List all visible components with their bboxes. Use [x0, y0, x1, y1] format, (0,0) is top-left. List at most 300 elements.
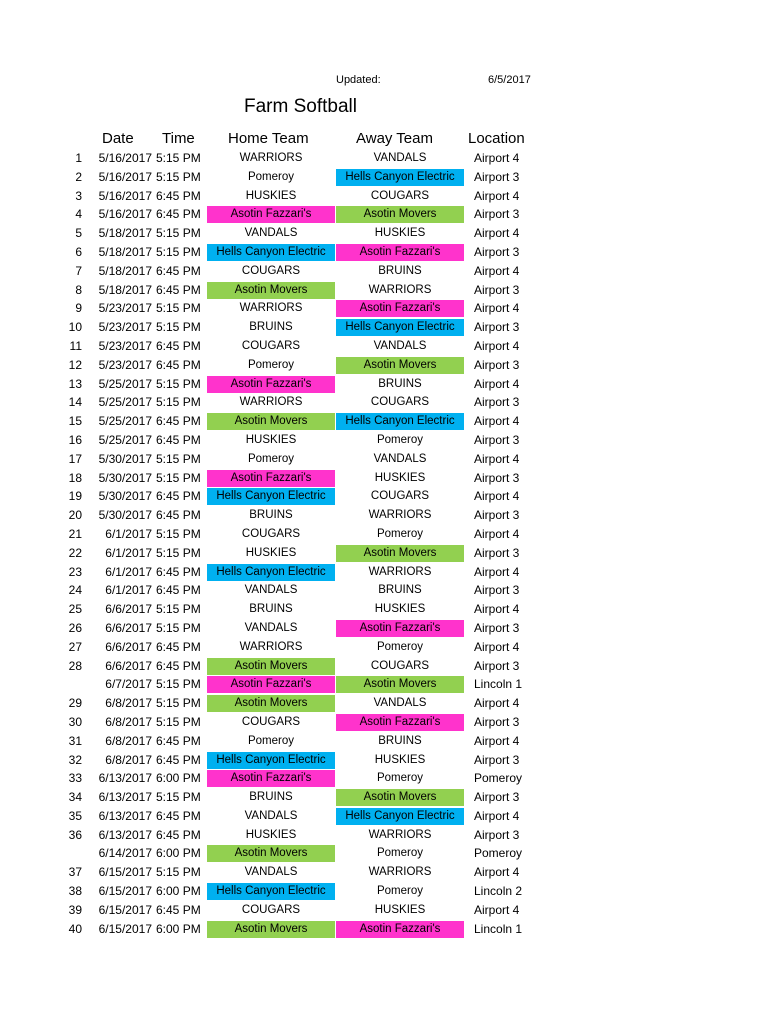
- away-team: HUSKIES: [374, 603, 426, 616]
- away-team: Asotin Movers: [336, 676, 464, 693]
- game-location: Airport 4: [474, 263, 520, 278]
- game-date: 6/13/2017: [98, 771, 152, 786]
- game-time: 5:15 PM: [156, 320, 201, 335]
- game-time: 6:00 PM: [156, 884, 201, 899]
- home-team: BRUINS: [249, 603, 293, 616]
- game-date: 6/6/2017: [105, 602, 152, 617]
- game-number: 36: [68, 827, 82, 842]
- game-number: 2: [75, 169, 82, 184]
- game-time: 5:15 PM: [156, 244, 201, 259]
- game-date: 6/1/2017: [105, 545, 152, 560]
- table-row: [0, 769, 768, 788]
- game-location: Airport 3: [474, 714, 520, 729]
- away-team: WARRIORS: [368, 828, 432, 841]
- game-time: 6:45 PM: [156, 489, 201, 504]
- game-date: 5/23/2017: [98, 320, 152, 335]
- game-date: 6/6/2017: [105, 620, 152, 635]
- table-row: [0, 168, 768, 187]
- home-team: Pomeroy: [247, 734, 295, 747]
- table-row: [0, 243, 768, 262]
- away-team: Hells Canyon Electric: [336, 413, 464, 430]
- game-number: 9: [75, 301, 82, 316]
- game-time: 6:45 PM: [156, 583, 201, 598]
- game-time: 6:45 PM: [156, 263, 201, 278]
- home-team: COUGARS: [241, 715, 301, 728]
- game-location: Airport 4: [474, 301, 520, 316]
- game-time: 5:15 PM: [156, 696, 201, 711]
- game-location: Airport 3: [474, 282, 520, 297]
- game-number: 18: [68, 470, 82, 485]
- game-time: 5:15 PM: [156, 470, 201, 485]
- home-team: COUGARS: [241, 339, 301, 352]
- game-number: 10: [68, 320, 82, 335]
- table-row: [0, 205, 768, 224]
- game-number: 39: [68, 902, 82, 917]
- game-date: 5/16/2017: [98, 188, 152, 203]
- home-team: Pomeroy: [247, 358, 295, 371]
- game-date: 5/30/2017: [98, 508, 152, 523]
- game-date: 6/8/2017: [105, 696, 152, 711]
- table-row: [0, 393, 768, 412]
- away-team: Asotin Movers: [336, 789, 464, 806]
- game-number: 26: [68, 620, 82, 635]
- game-date: 6/6/2017: [105, 658, 152, 673]
- away-team: HUSKIES: [374, 753, 426, 766]
- away-team: Hells Canyon Electric: [336, 319, 464, 336]
- table-row: [0, 675, 768, 694]
- game-location: Airport 3: [474, 583, 520, 598]
- game-date: 5/18/2017: [98, 282, 152, 297]
- home-team: Asotin Movers: [207, 845, 335, 862]
- game-location: Airport 4: [474, 226, 520, 241]
- game-number: 21: [68, 526, 82, 541]
- home-team: VANDALS: [244, 809, 298, 822]
- game-time: 6:00 PM: [156, 846, 201, 861]
- away-team: BRUINS: [378, 377, 422, 390]
- away-team: Hells Canyon Electric: [336, 808, 464, 825]
- home-team: Hells Canyon Electric: [207, 244, 335, 261]
- game-location: Airport 3: [474, 320, 520, 335]
- game-location: Airport 3: [474, 620, 520, 635]
- game-number: 37: [68, 865, 82, 880]
- game-location: Lincoln 1: [474, 677, 523, 692]
- game-time: 6:45 PM: [156, 902, 201, 917]
- table-row: [0, 149, 768, 168]
- game-number: 38: [68, 884, 82, 899]
- game-time: 6:45 PM: [156, 338, 201, 353]
- game-date: 6/6/2017: [105, 639, 152, 654]
- home-team: VANDALS: [244, 227, 298, 240]
- table-row: [0, 882, 768, 901]
- table-row: [0, 506, 768, 525]
- game-time: 5:15 PM: [156, 526, 201, 541]
- away-team: HUSKIES: [374, 471, 426, 484]
- game-time: 5:15 PM: [156, 790, 201, 805]
- game-date: 5/25/2017: [98, 395, 152, 410]
- game-date: 5/25/2017: [98, 376, 152, 391]
- game-time: 6:00 PM: [156, 921, 201, 936]
- away-team: BRUINS: [378, 734, 422, 747]
- table-row: [0, 788, 768, 807]
- home-team: WARRIORS: [239, 302, 303, 315]
- table-row: [0, 581, 768, 600]
- away-team: Asotin Movers: [336, 357, 464, 374]
- home-team: Asotin Movers: [207, 695, 335, 712]
- game-time: 5:15 PM: [156, 169, 201, 184]
- game-location: Airport 4: [474, 151, 520, 165]
- game-number: 4: [75, 207, 82, 222]
- away-team: WARRIORS: [368, 866, 432, 879]
- table-row: [0, 318, 768, 337]
- away-team: Pomeroy: [376, 885, 424, 898]
- game-date: 6/1/2017: [105, 583, 152, 598]
- away-team: Pomeroy: [376, 433, 424, 446]
- game-location: Airport 4: [474, 808, 520, 823]
- game-date: 5/23/2017: [98, 301, 152, 316]
- table-row: [0, 619, 768, 638]
- away-team: COUGARS: [370, 396, 430, 409]
- game-time: 6:45 PM: [156, 564, 201, 579]
- game-date: 6/13/2017: [98, 790, 152, 805]
- game-date: 5/23/2017: [98, 357, 152, 372]
- away-team: BRUINS: [378, 264, 422, 277]
- home-team: Asotin Fazzari's: [207, 376, 335, 393]
- table-row: [0, 563, 768, 582]
- away-team: Asotin Fazzari's: [336, 300, 464, 317]
- game-location: Airport 3: [474, 169, 520, 184]
- away-team: WARRIORS: [368, 509, 432, 522]
- game-number: 40: [68, 921, 82, 936]
- game-location: Pomeroy: [474, 846, 523, 861]
- game-date: 5/30/2017: [98, 489, 152, 504]
- table-row: [0, 431, 768, 450]
- game-date: 6/1/2017: [105, 564, 152, 579]
- away-team: Pomeroy: [376, 847, 424, 860]
- game-number: 23: [68, 564, 82, 579]
- game-time: 5:15 PM: [156, 620, 201, 635]
- game-location: Airport 4: [474, 902, 520, 917]
- updated-label: Updated:: [336, 74, 381, 86]
- game-date: 6/7/2017: [105, 677, 152, 692]
- table-row: [0, 901, 768, 920]
- table-row: [0, 732, 768, 751]
- game-time: 5:15 PM: [156, 602, 201, 617]
- game-time: 5:15 PM: [156, 677, 201, 692]
- game-number: 19: [68, 489, 82, 504]
- game-number: 6: [75, 244, 82, 259]
- header-location: Location: [468, 130, 525, 147]
- table-row: [0, 375, 768, 394]
- game-location: Airport 3: [474, 752, 520, 767]
- table-row: [0, 844, 768, 863]
- game-time: 6:45 PM: [156, 808, 201, 823]
- home-team: VANDALS: [244, 866, 298, 879]
- away-team: Hells Canyon Electric: [336, 169, 464, 186]
- home-team: Asotin Movers: [207, 413, 335, 430]
- column-headers: [0, 130, 768, 150]
- home-team: Hells Canyon Electric: [207, 564, 335, 581]
- game-time: 5:15 PM: [156, 545, 201, 560]
- game-number: 30: [68, 714, 82, 729]
- game-location: Airport 3: [474, 207, 520, 222]
- home-team: Asotin Fazzari's: [207, 206, 335, 223]
- game-number: 27: [68, 639, 82, 654]
- home-team: HUSKIES: [245, 189, 297, 202]
- away-team: HUSKIES: [374, 227, 426, 240]
- game-date: 5/23/2017: [98, 338, 152, 353]
- game-date: 6/15/2017: [98, 921, 152, 936]
- table-row: [0, 299, 768, 318]
- game-number: 32: [68, 752, 82, 767]
- schedule-table: [0, 149, 768, 938]
- game-date: 5/16/2017: [98, 207, 152, 222]
- game-time: 6:45 PM: [156, 658, 201, 673]
- game-location: Pomeroy: [474, 771, 523, 786]
- game-number: [58, 676, 82, 693]
- game-time: 6:45 PM: [156, 733, 201, 748]
- home-team: Pomeroy: [247, 170, 295, 183]
- game-number: 7: [75, 263, 82, 278]
- game-time: 6:45 PM: [156, 827, 201, 842]
- header-home-team: Home Team: [228, 130, 309, 147]
- away-team: Asotin Fazzari's: [336, 714, 464, 731]
- game-number: 33: [68, 771, 82, 786]
- game-time: 5:15 PM: [156, 376, 201, 391]
- home-team: BRUINS: [249, 321, 293, 334]
- table-row: [0, 920, 768, 939]
- game-location: Airport 4: [474, 376, 520, 391]
- home-team: Asotin Movers: [207, 282, 335, 299]
- game-number: 12: [68, 357, 82, 372]
- game-time: 6:45 PM: [156, 414, 201, 429]
- game-location: Airport 4: [474, 564, 520, 579]
- table-row: [0, 412, 768, 431]
- game-time: 6:45 PM: [156, 282, 201, 297]
- game-location: Airport 4: [474, 733, 520, 748]
- home-team: Asotin Fazzari's: [207, 770, 335, 787]
- game-number: 8: [75, 282, 82, 297]
- game-number: 13: [68, 376, 82, 391]
- home-team: Asotin Movers: [207, 921, 335, 938]
- game-date: 5/25/2017: [98, 414, 152, 429]
- table-row: [0, 525, 768, 544]
- away-team: Asotin Movers: [336, 545, 464, 562]
- game-time: 6:45 PM: [156, 639, 201, 654]
- game-location: Airport 3: [474, 790, 520, 805]
- away-team: VANDALS: [373, 697, 427, 710]
- game-date: 5/18/2017: [98, 226, 152, 241]
- game-number: 28: [68, 658, 82, 673]
- game-location: Airport 4: [474, 451, 520, 466]
- away-team: HUSKIES: [374, 903, 426, 916]
- table-row: [0, 826, 768, 845]
- home-team: WARRIORS: [239, 640, 303, 653]
- game-time: 6:45 PM: [156, 752, 201, 767]
- game-date: 6/13/2017: [98, 808, 152, 823]
- game-date: 6/8/2017: [105, 733, 152, 748]
- game-location: Airport 4: [474, 338, 520, 353]
- away-team: Pomeroy: [376, 527, 424, 540]
- away-team: VANDALS: [373, 452, 427, 465]
- game-date: 5/16/2017: [98, 169, 152, 184]
- game-time: 5:15 PM: [156, 395, 201, 410]
- game-number: 11: [69, 338, 82, 353]
- away-team: COUGARS: [370, 189, 430, 202]
- game-date: 5/25/2017: [98, 432, 152, 447]
- home-team: Asotin Fazzari's: [207, 676, 335, 693]
- away-team: COUGARS: [370, 490, 430, 503]
- game-date: 6/13/2017: [98, 827, 152, 842]
- game-location: Airport 4: [474, 639, 520, 654]
- table-row: [0, 544, 768, 563]
- game-location: Airport 3: [474, 432, 520, 447]
- game-number: 34: [68, 790, 82, 805]
- table-row: [0, 863, 768, 882]
- table-row: [0, 694, 768, 713]
- table-row: [0, 713, 768, 732]
- game-number: 29: [68, 696, 82, 711]
- game-date: 6/15/2017: [98, 902, 152, 917]
- home-team: COUGARS: [241, 527, 301, 540]
- header-time: Time: [162, 130, 195, 147]
- game-number: 14: [68, 395, 82, 410]
- game-location: Airport 4: [474, 188, 520, 203]
- game-location: Airport 3: [474, 658, 520, 673]
- game-location: Airport 4: [474, 414, 520, 429]
- home-team: Asotin Fazzari's: [207, 470, 335, 487]
- home-team: HUSKIES: [245, 433, 297, 446]
- away-team: Asotin Fazzari's: [336, 921, 464, 938]
- table-row: [0, 807, 768, 826]
- game-number: 24: [68, 583, 82, 598]
- game-location: Airport 4: [474, 489, 520, 504]
- game-location: Airport 3: [474, 545, 520, 560]
- game-number: 25: [68, 602, 82, 617]
- game-time: 5:15 PM: [156, 301, 201, 316]
- game-location: Airport 4: [474, 602, 520, 617]
- table-row: [0, 262, 768, 281]
- home-team: HUSKIES: [245, 546, 297, 559]
- home-team: WARRIORS: [239, 396, 303, 409]
- game-number: [58, 845, 82, 862]
- game-date: 5/18/2017: [98, 263, 152, 278]
- game-time: 6:45 PM: [156, 207, 201, 222]
- table-row: [0, 224, 768, 243]
- home-team: VANDALS: [244, 584, 298, 597]
- away-team: BRUINS: [378, 584, 422, 597]
- table-row: [0, 450, 768, 469]
- game-time: 5:15 PM: [156, 865, 201, 880]
- game-number: 1: [75, 151, 82, 165]
- home-team: Hells Canyon Electric: [207, 883, 335, 900]
- home-team: HUSKIES: [245, 828, 297, 841]
- updated-date: 6/5/2017: [488, 74, 531, 86]
- game-location: Airport 3: [474, 827, 520, 842]
- game-time: 6:45 PM: [156, 508, 201, 523]
- table-row: [0, 657, 768, 676]
- game-location: Lincoln 1: [474, 921, 523, 936]
- game-location: Lincoln 2: [474, 884, 523, 899]
- game-number: 3: [75, 188, 82, 203]
- home-team: COUGARS: [241, 903, 301, 916]
- game-date: 6/15/2017: [98, 865, 152, 880]
- table-row: [0, 337, 768, 356]
- table-row: [0, 281, 768, 300]
- home-team: BRUINS: [249, 791, 293, 804]
- game-date: 5/18/2017: [98, 244, 152, 259]
- home-team: Hells Canyon Electric: [207, 488, 335, 505]
- game-number: 31: [68, 733, 82, 748]
- away-team: Asotin Movers: [336, 206, 464, 223]
- table-row: [0, 356, 768, 375]
- game-time: 6:45 PM: [156, 188, 201, 203]
- table-row: [0, 187, 768, 206]
- game-number: 15: [68, 414, 82, 429]
- header-away-team: Away Team: [356, 130, 433, 147]
- table-row: [0, 751, 768, 770]
- away-team: Pomeroy: [376, 772, 424, 785]
- game-number: 35: [68, 808, 82, 823]
- away-team: VANDALS: [373, 339, 427, 352]
- game-location: Airport 3: [474, 395, 520, 410]
- home-team: Pomeroy: [247, 452, 295, 465]
- away-team: Pomeroy: [376, 640, 424, 653]
- game-date: 5/16/2017: [98, 151, 152, 165]
- away-team: WARRIORS: [368, 565, 432, 578]
- home-team: WARRIORS: [239, 152, 303, 164]
- game-time: 6:00 PM: [156, 771, 201, 786]
- away-team: COUGARS: [370, 659, 430, 672]
- game-number: 22: [68, 545, 82, 560]
- page-title: Farm Softball: [244, 96, 357, 117]
- game-location: Airport 3: [474, 470, 520, 485]
- game-number: 20: [68, 508, 82, 523]
- game-location: Airport 4: [474, 865, 520, 880]
- home-team: BRUINS: [249, 509, 293, 522]
- table-row: [0, 469, 768, 488]
- table-row: [0, 487, 768, 506]
- home-team: Hells Canyon Electric: [207, 752, 335, 769]
- game-time: 5:15 PM: [156, 226, 201, 241]
- game-location: Airport 3: [474, 357, 520, 372]
- game-time: 5:15 PM: [156, 714, 201, 729]
- header-date: Date: [102, 130, 134, 147]
- away-team: WARRIORS: [368, 283, 432, 296]
- game-location: Airport 3: [474, 244, 520, 259]
- table-row: [0, 638, 768, 657]
- away-team: Asotin Fazzari's: [336, 244, 464, 261]
- home-team: COUGARS: [241, 264, 301, 277]
- game-date: 6/15/2017: [98, 884, 152, 899]
- away-team: Asotin Fazzari's: [336, 620, 464, 637]
- game-number: 17: [68, 451, 82, 466]
- game-time: 6:45 PM: [156, 432, 201, 447]
- game-location: Airport 3: [474, 508, 520, 523]
- game-location: Airport 4: [474, 696, 520, 711]
- home-team: Asotin Movers: [207, 658, 335, 675]
- away-team: VANDALS: [373, 152, 427, 164]
- game-date: 6/1/2017: [105, 526, 152, 541]
- game-date: 5/30/2017: [98, 451, 152, 466]
- game-date: 6/8/2017: [105, 752, 152, 767]
- home-team: VANDALS: [244, 621, 298, 634]
- game-time: 5:15 PM: [156, 151, 201, 165]
- game-date: 6/14/2017: [98, 846, 152, 861]
- table-row: [0, 600, 768, 619]
- game-time: 5:15 PM: [156, 451, 201, 466]
- game-time: 6:45 PM: [156, 357, 201, 372]
- game-number: 16: [68, 432, 82, 447]
